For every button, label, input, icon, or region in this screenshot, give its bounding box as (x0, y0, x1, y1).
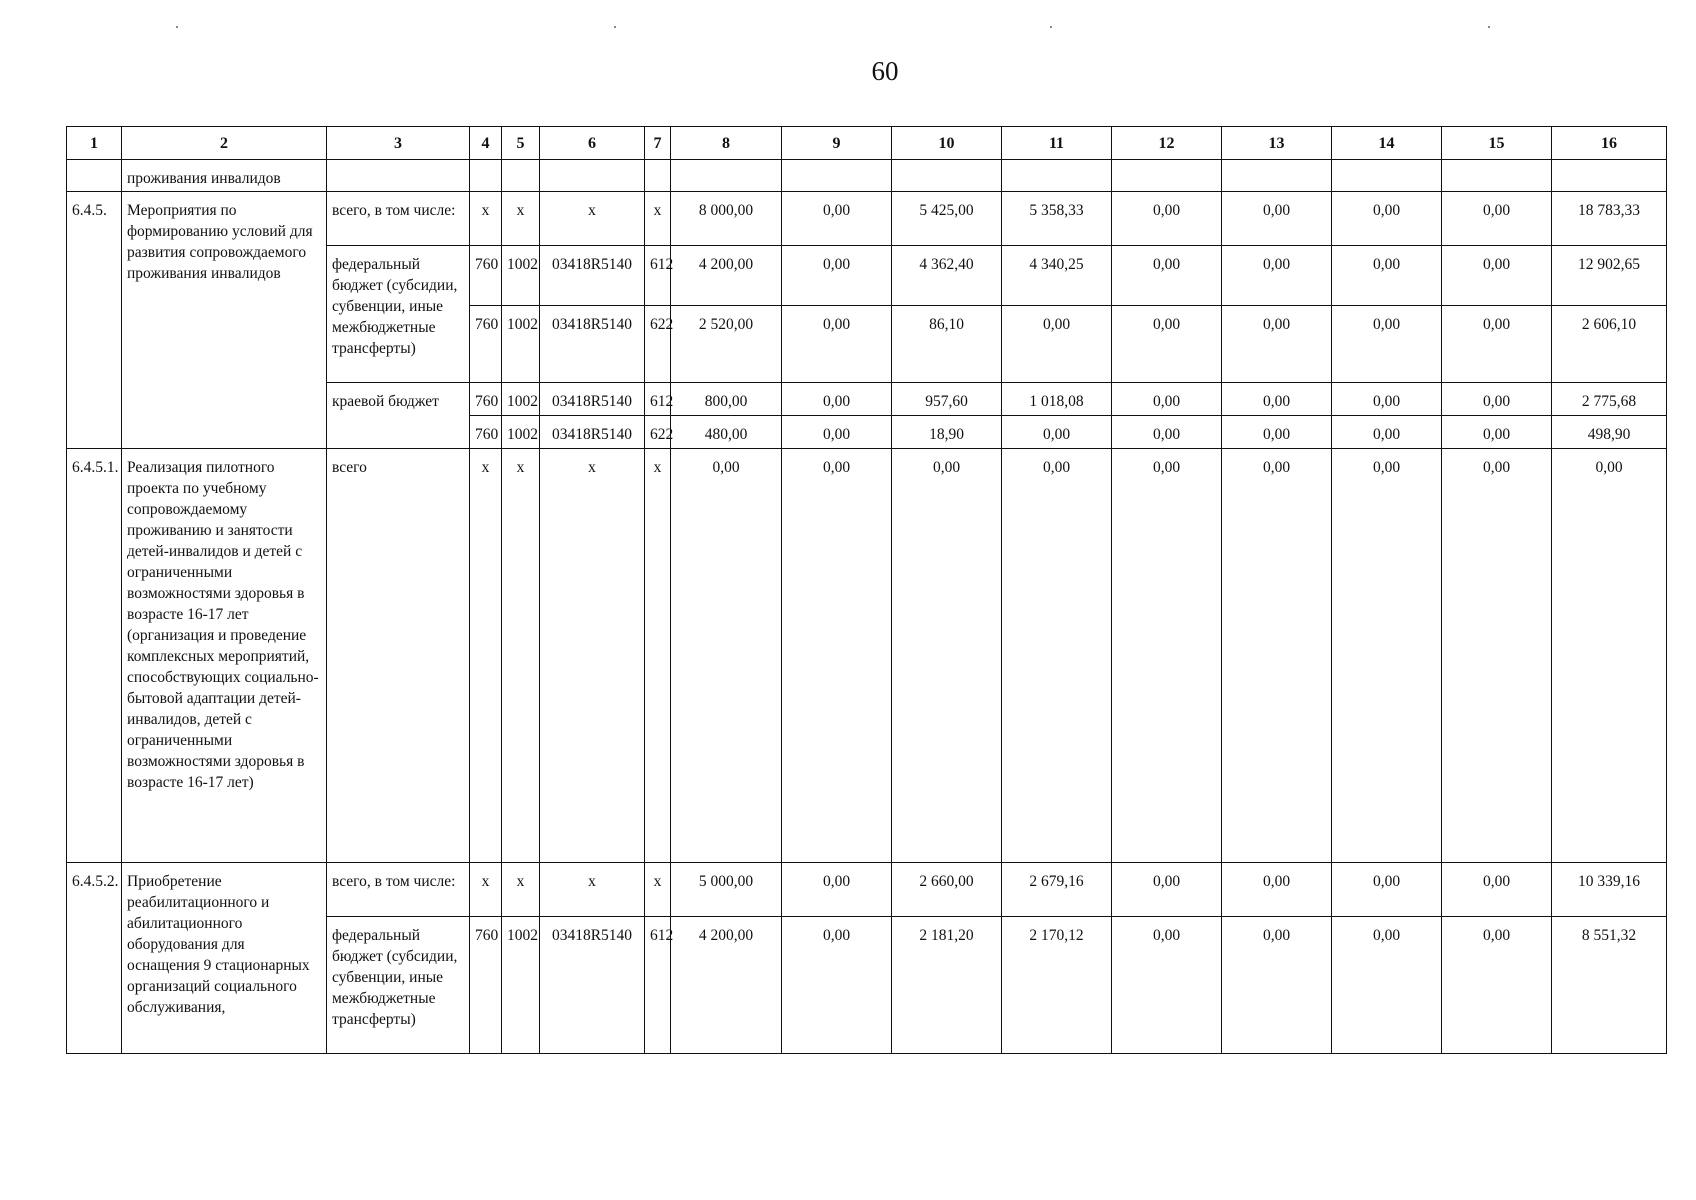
scan-speck (176, 26, 178, 28)
column-header: 14 (1332, 127, 1442, 160)
table-row (67, 160, 1667, 192)
scan-speck (1050, 26, 1052, 28)
cell-value: 0,00 (782, 246, 892, 306)
column-header: 9 (782, 127, 892, 160)
cell-value: 0,00 (1332, 863, 1442, 917)
cell-value: 0,00 (1112, 246, 1222, 306)
column-header: 8 (671, 127, 782, 160)
cell-value: 8 551,32 (1552, 917, 1667, 1054)
cell-col5: 1002 (502, 246, 540, 306)
cell-col4: x (470, 863, 502, 917)
cell-col6: 03418R5140 (540, 383, 645, 416)
cell-value: 10 339,16 (1552, 863, 1667, 917)
cell-value: 4 200,00 (671, 246, 782, 306)
cell-col7: 612 (645, 246, 671, 306)
cell-value: 8 000,00 (671, 192, 782, 246)
row-name: Реализация пилотного проекта по учебному сопровождаемому проживанию и занятости детей-инвалидов и детей с ограниченными возможностями здоровья в возрасте 16-17 лет (организация и проведение комплексных мероприятий, способствующих социально-бытовой адаптации детей-инвалидов, детей с ограниченными возможностями здоровья в возрасте 16-17 лет) (122, 449, 327, 863)
table-row (67, 192, 1667, 246)
cell-value: 2 606,10 (1552, 306, 1667, 383)
page-number: 60 (871, 56, 899, 86)
cell-col5: x (502, 863, 540, 917)
cell-col7: x (645, 192, 671, 246)
cell-value: 0,00 (1332, 383, 1442, 416)
cell-col4: 760 (470, 383, 502, 416)
cell-value: 0,00 (1442, 917, 1552, 1054)
funding-source: всего, в том числе: (327, 863, 470, 917)
cell-value: 12 902,65 (1552, 246, 1667, 306)
cell-value: 0,00 (1112, 306, 1222, 383)
cell-col5: 1002 (502, 306, 540, 383)
cell-col6: 03418R5140 (540, 306, 645, 383)
column-header: 12 (1112, 127, 1222, 160)
cell-col6: x (540, 863, 645, 917)
cell-value: 2 679,16 (1002, 863, 1112, 917)
cell-value: 4 362,40 (892, 246, 1002, 306)
cell-value: 0,00 (1002, 416, 1112, 449)
cell-col4: 760 (470, 416, 502, 449)
cell-value: 0,00 (1442, 246, 1552, 306)
cell-value: 1 018,08 (1002, 383, 1112, 416)
cell-value: 0,00 (1332, 192, 1442, 246)
cell-col6: x (540, 192, 645, 246)
column-header: 11 (1002, 127, 1112, 160)
cell-col6: 03418R5140 (540, 416, 645, 449)
cell-value: 0,00 (1112, 449, 1222, 863)
cell-value: 0,00 (1332, 449, 1442, 863)
funding-source: краевой бюджет (327, 383, 470, 449)
cell-value: 18 783,33 (1552, 192, 1667, 246)
cell-value: 0,00 (1552, 449, 1667, 863)
cell-value: 0,00 (1222, 192, 1332, 246)
cell-value: 0,00 (1112, 917, 1222, 1054)
cell-value: 0,00 (1002, 449, 1112, 863)
column-header: 2 (122, 127, 327, 160)
cell-col7: x (645, 449, 671, 863)
cell-col7: x (645, 863, 671, 917)
cell-value: 0,00 (1332, 917, 1442, 1054)
cell-col5: 1002 (502, 416, 540, 449)
cell-value: 0,00 (1222, 416, 1332, 449)
cell-value: 0,00 (782, 306, 892, 383)
cell-col7: 622 (645, 416, 671, 449)
cell-value: 0,00 (892, 449, 1002, 863)
funding-source: всего, в том числе: (327, 192, 470, 246)
cell-value: 2 170,12 (1002, 917, 1112, 1054)
cell-col6: x (540, 449, 645, 863)
funding-source: всего (327, 449, 470, 863)
cell-value: 5 425,00 (892, 192, 1002, 246)
cell-col4: 760 (470, 246, 502, 306)
column-header: 13 (1222, 127, 1332, 160)
cell-value: 0,00 (1222, 246, 1332, 306)
cell-col4: 760 (470, 306, 502, 383)
cell-value: 0,00 (1112, 192, 1222, 246)
cell-col7: 612 (645, 383, 671, 416)
cell-value: 0,00 (1222, 383, 1332, 416)
cell-value: 0,00 (1112, 863, 1222, 917)
table-row (67, 863, 1667, 917)
cell-value: 0,00 (782, 192, 892, 246)
column-header: 4 (470, 127, 502, 160)
cell-value: 5 358,33 (1002, 192, 1112, 246)
cell-value: 0,00 (1332, 416, 1442, 449)
scan-speck (1488, 26, 1490, 28)
cell-value: 0,00 (782, 917, 892, 1054)
column-header: 7 (645, 127, 671, 160)
cell-value: 0,00 (782, 863, 892, 917)
row-code: 6.4.5.1. (67, 449, 122, 863)
column-header: 16 (1552, 127, 1667, 160)
cell-value: 0,00 (782, 416, 892, 449)
cell-value: 0,00 (1112, 416, 1222, 449)
budget-table (66, 126, 1667, 1054)
row-code: 6.4.5.2. (67, 863, 122, 1054)
column-header: 5 (502, 127, 540, 160)
cell-col4: x (470, 449, 502, 863)
header-row (67, 127, 1667, 160)
cell-col6: 03418R5140 (540, 246, 645, 306)
row-code: 6.4.5. (67, 192, 122, 449)
cell-value: 0,00 (1442, 416, 1552, 449)
cell-value: 0,00 (1442, 192, 1552, 246)
cell-col7: 622 (645, 306, 671, 383)
row-name: Приобретение реабилитационного и абилитационного оборудования для оснащения 9 стационарных организаций социального обслуживания, (122, 863, 327, 1054)
row-code (67, 160, 122, 192)
cell-value: 0,00 (1442, 306, 1552, 383)
column-header: 10 (892, 127, 1002, 160)
cell-value: 2 181,20 (892, 917, 1002, 1054)
column-header: 6 (540, 127, 645, 160)
funding-source: федеральный бюджет (субсидии, субвенции, иные межбюджетные трансферты) (327, 246, 470, 383)
column-header: 3 (327, 127, 470, 160)
cell-value: 4 340,25 (1002, 246, 1112, 306)
cell-col4: x (470, 192, 502, 246)
cell-value: 0,00 (1002, 306, 1112, 383)
cell-col7: 612 (645, 917, 671, 1054)
cell-value: 957,60 (892, 383, 1002, 416)
cell-value: 0,00 (671, 449, 782, 863)
cell-col6: 03418R5140 (540, 917, 645, 1054)
cell-value: 0,00 (782, 449, 892, 863)
scan-speck (614, 26, 616, 28)
cell-value: 0,00 (1222, 449, 1332, 863)
cell-value: 0,00 (1332, 246, 1442, 306)
cell-value: 0,00 (1332, 306, 1442, 383)
cell-col5: 1002 (502, 383, 540, 416)
funding-source: федеральный бюджет (субсидии, субвенции, иные межбюджетные трансферты) (327, 917, 470, 1054)
cell-col5: x (502, 449, 540, 863)
cell-value: 0,00 (1222, 863, 1332, 917)
cell-value: 86,10 (892, 306, 1002, 383)
cell-col5: 1002 (502, 917, 540, 1054)
cell-value: 0,00 (782, 383, 892, 416)
row-name: проживания инвалидов (122, 160, 327, 192)
cell-value: 0,00 (1442, 449, 1552, 863)
cell-value: 2 660,00 (892, 863, 1002, 917)
cell-value: 0,00 (1112, 383, 1222, 416)
cell-value: 5 000,00 (671, 863, 782, 917)
column-header: 15 (1442, 127, 1552, 160)
cell-col4: 760 (470, 917, 502, 1054)
cell-value: 800,00 (671, 383, 782, 416)
cell-value: 0,00 (1222, 306, 1332, 383)
cell-value: 4 200,00 (671, 917, 782, 1054)
cell-value: 0,00 (1442, 383, 1552, 416)
cell-value: 2 775,68 (1552, 383, 1667, 416)
cell-value: 0,00 (1222, 917, 1332, 1054)
cell-value: 480,00 (671, 416, 782, 449)
cell-value: 498,90 (1552, 416, 1667, 449)
cell-value: 2 520,00 (671, 306, 782, 383)
cell-value: 18,90 (892, 416, 1002, 449)
cell-value: 0,00 (1442, 863, 1552, 917)
cell-col5: x (502, 192, 540, 246)
table-row (67, 449, 1667, 863)
row-name: Мероприятия по формированию условий для развития сопровождаемого проживания инвалидов (122, 192, 327, 449)
column-header: 1 (67, 127, 122, 160)
